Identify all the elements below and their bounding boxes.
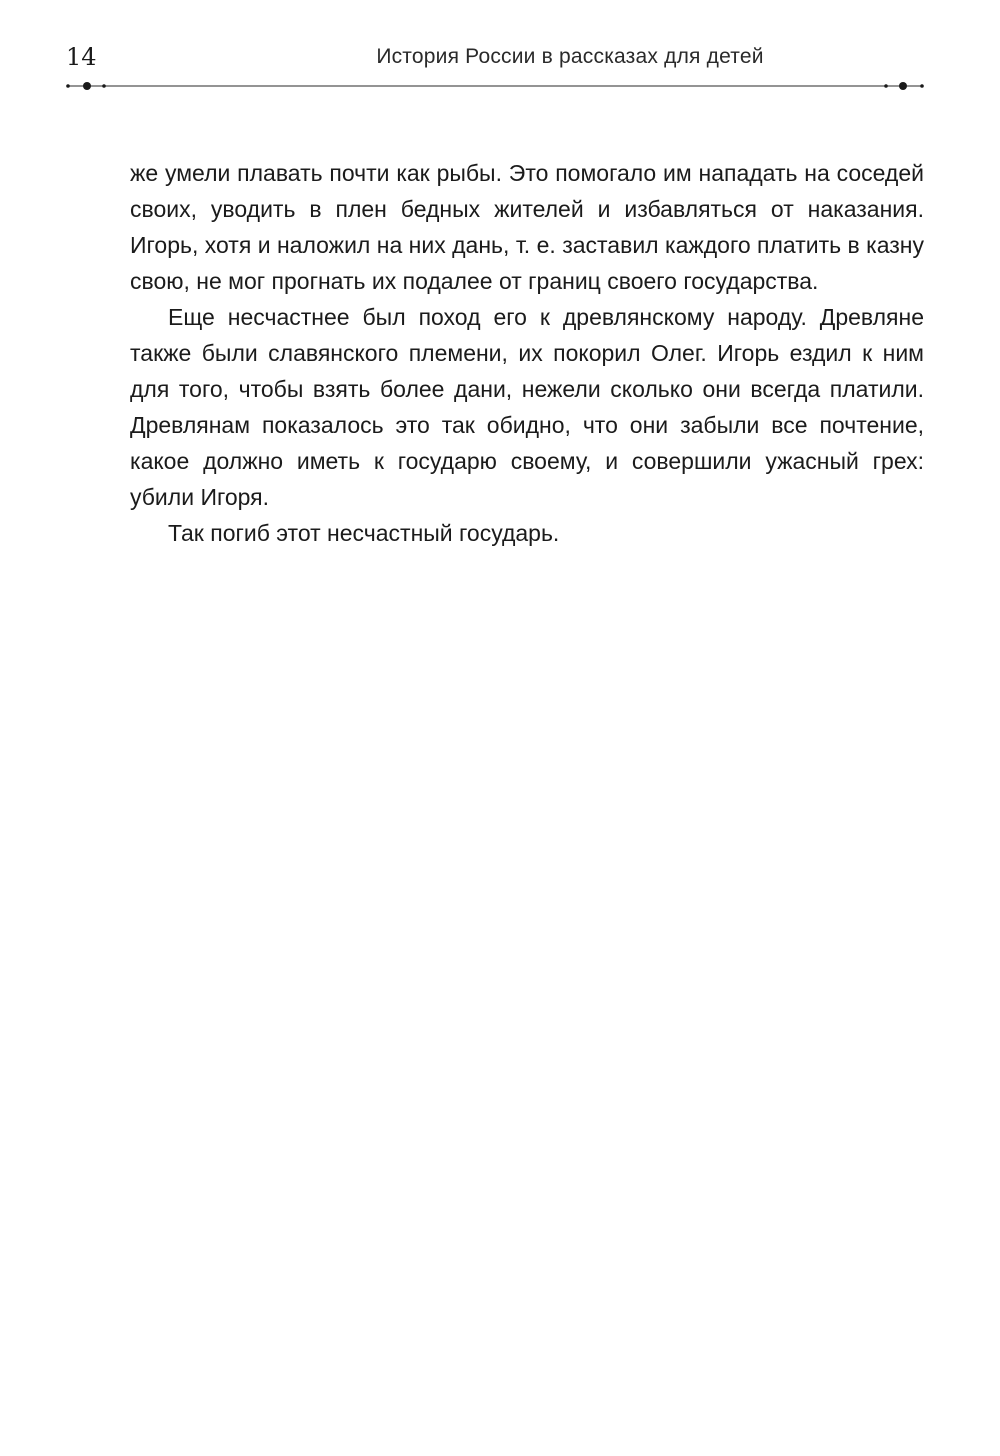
ornament-dot-left-outer	[66, 84, 70, 88]
ornament-dot-right-main	[899, 82, 907, 90]
ornament-dot-left-main	[83, 82, 91, 90]
paragraph: Так погиб этот несчастный государь.	[168, 520, 560, 546]
header-ornament-rule	[60, 76, 930, 96]
page-header	[0, 0, 1000, 100]
page-body	[130, 155, 924, 551]
paragraph-continued: же умели плавать почти как рыбы. Это помогало им нападать на соседей своих, уводить в плен бедных жителей и избавляться от наказания. Игорь, хотя и наложил на них дань, т. е. заставил каждого платить в казну свою, не мог прогнать их подалее от границ своего государства.	[130, 160, 924, 294]
ornament-dot-left-inner	[102, 84, 106, 88]
ornament-dot-right-inner	[884, 84, 888, 88]
paragraph: Еще несчастнее был поход его к древлянскому народу. Древляне также были славянского племени, их покорил Олег. Игорь ездил к ним для того, чтобы взять более дани, нежели сколько они всегда платили. Древлянам показалось это так обидно, что они забыли все почтение, какое должно иметь к государю своему, и совершили ужасный грех: убили Игоря.	[130, 304, 924, 510]
page-number: 14	[66, 43, 97, 71]
running-title: История России в рассказах для детей	[376, 45, 764, 68]
ornament-dot-right-outer	[920, 84, 924, 88]
